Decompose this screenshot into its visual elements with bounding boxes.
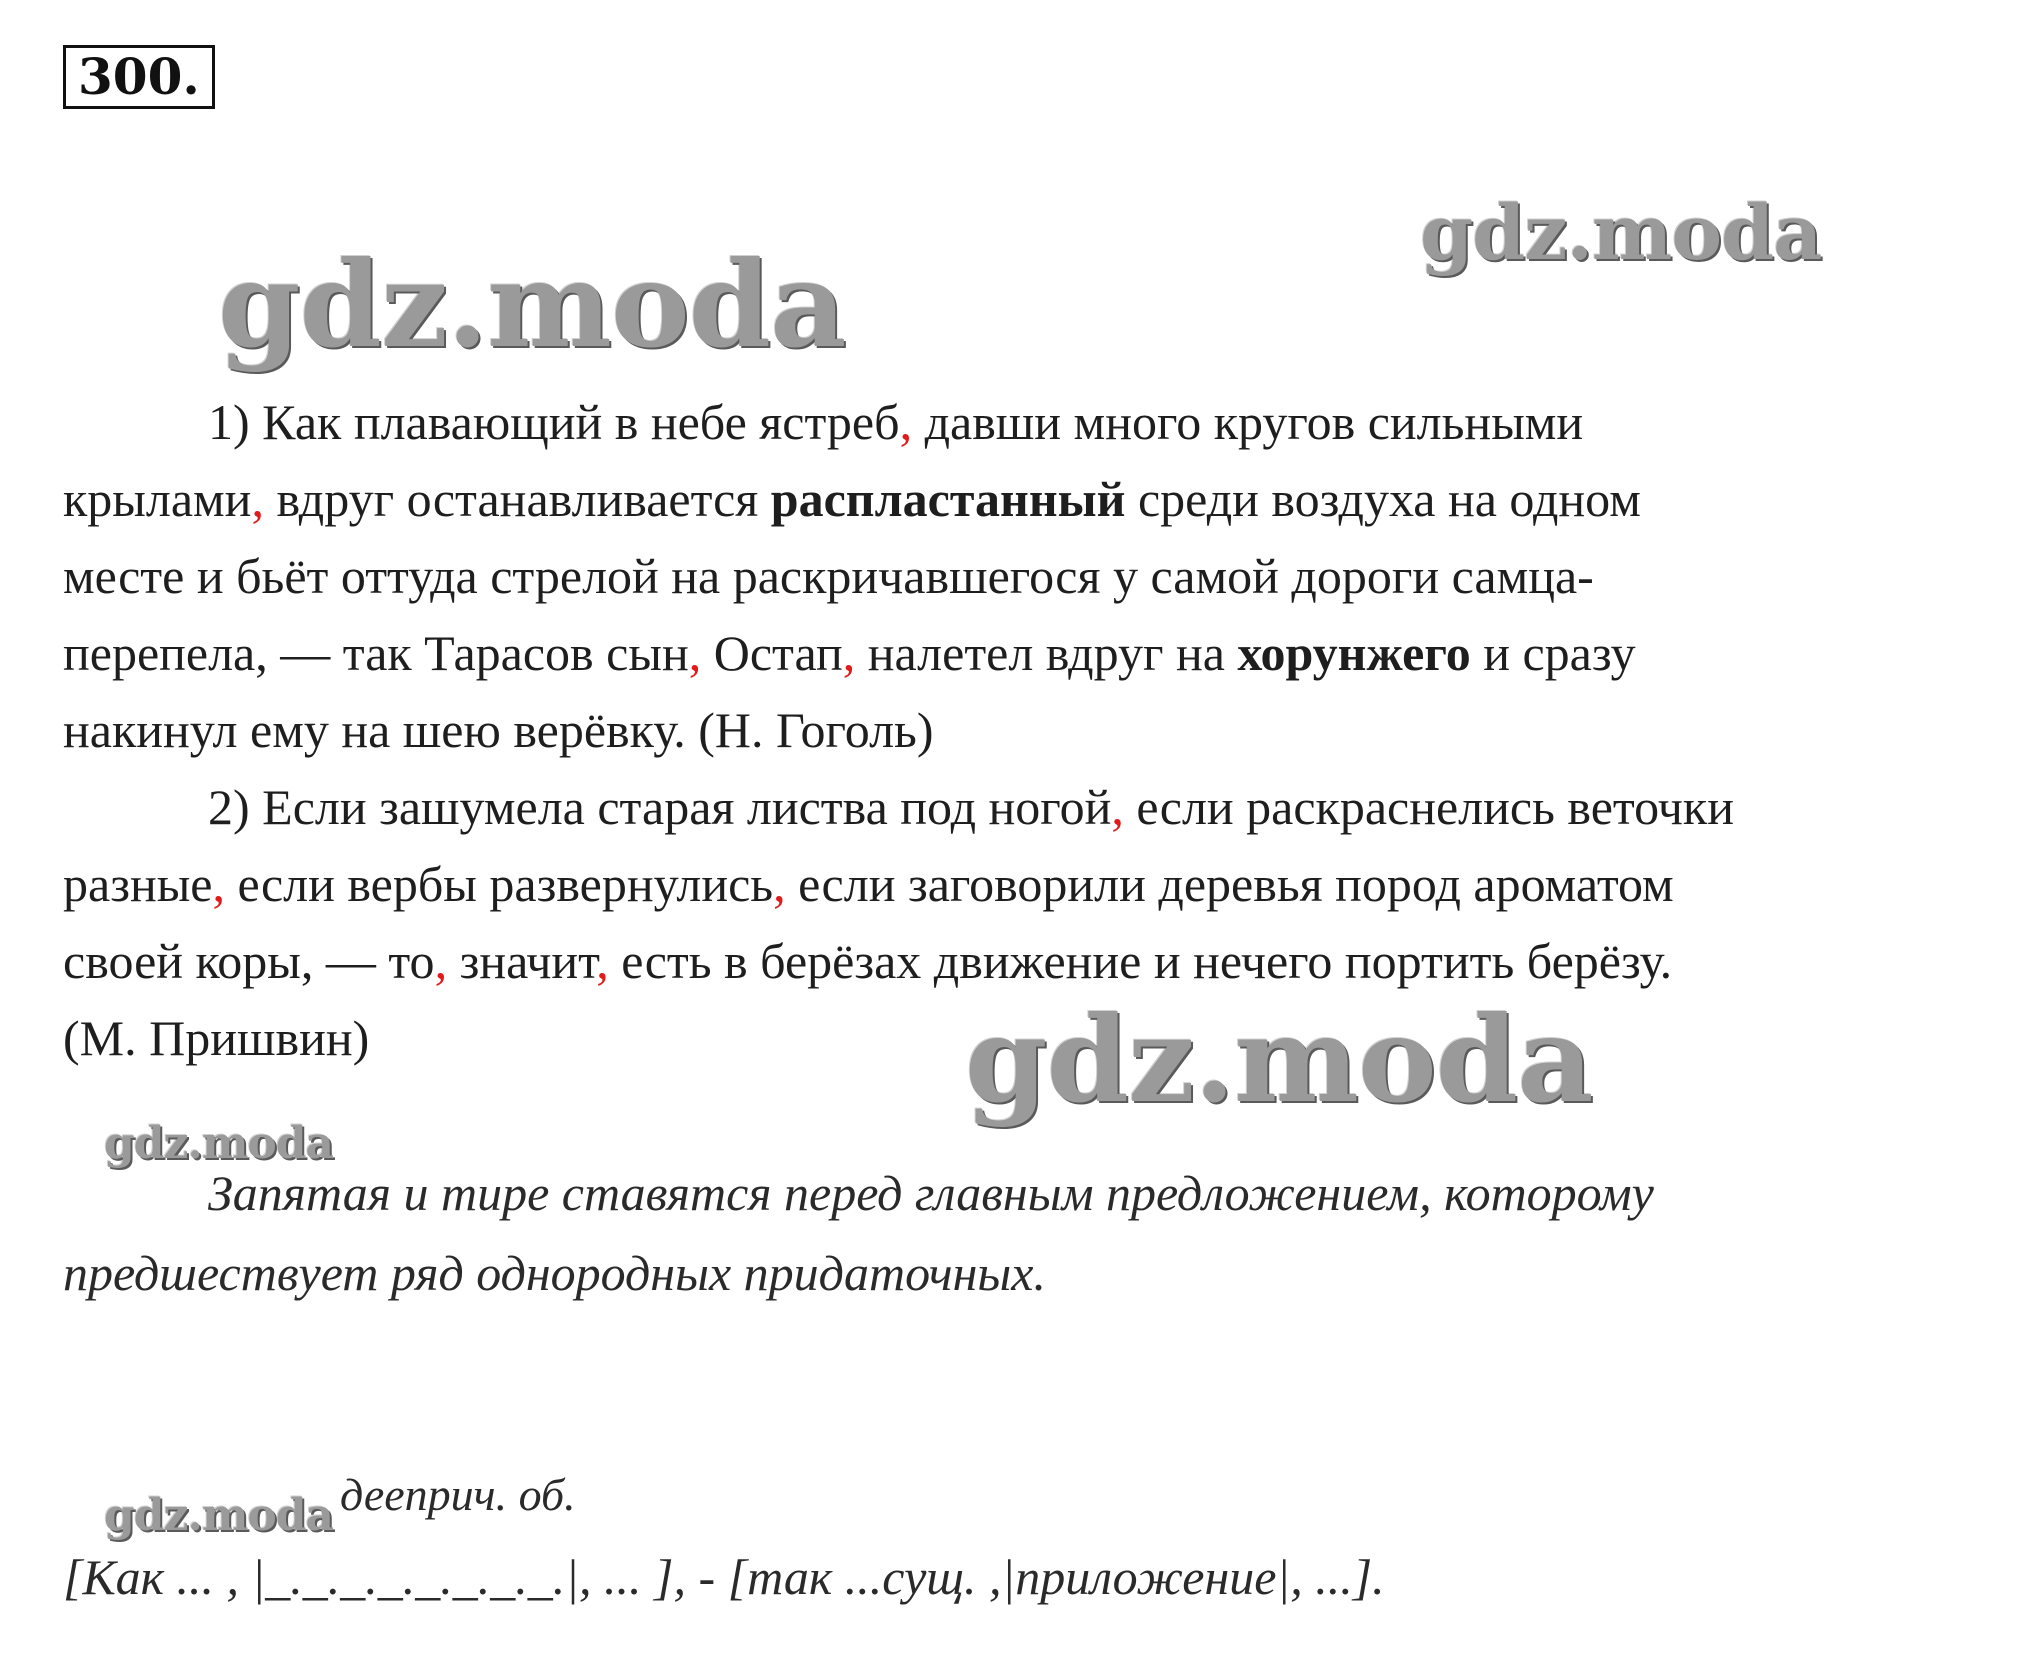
sentence1-line2 [63,469,1641,529]
watermark-top-right: gdz.moda [1420,188,1822,277]
red-comma: , [842,625,856,681]
text-segment: если раскраснелись веточки [1123,779,1734,835]
exercise-number: 300. [63,45,215,109]
sentence1-line4 [63,623,1636,683]
watermark-large-middle: gdz.moda [965,990,1593,1129]
text-segment: крылами [63,471,252,527]
text-segment: значит [447,933,597,989]
bold-word: распластанный [770,471,1126,527]
text-segment: (М. Пришвин) [63,1010,370,1066]
red-comma: , [773,856,786,912]
scheme-formula: [Как ... , |_._._._._._._._.|, ... ], - [так ...сущ. ,|приложение|, ...]. [63,1549,1385,1605]
text-segment: и сразу [1470,625,1636,681]
red-comma: , [688,625,702,681]
text-segment: разные [63,856,213,912]
text-segment: если заговорили деревья пород ароматом [785,856,1674,912]
scheme-label: дееприч. об. [340,1469,576,1520]
text-segment: налетел вдруг на [855,625,1238,681]
text-segment: Остап [701,625,843,681]
red-comma: , [596,933,609,989]
text-segment: давши много кругов сильными [912,394,1584,450]
text-segment: если вербы развернулись [225,856,774,912]
sentence1-line3 [63,546,1594,606]
sentence2-line2 [63,854,1674,914]
text-segment: месте и бьёт оттуда стрелой на раскричавшегося у самой дороги самца- [63,548,1594,604]
text-segment: накинул ему на шею верёвку. (Н. Гоголь) [63,702,934,758]
rule-line1: Запятая и тире ставятся перед главным предложением, которому [208,1165,1654,1221]
rule-line2: предшествует ряд однородных придаточных. [63,1245,1046,1301]
watermark-large-top-left: gdz.moda [218,235,846,374]
watermark-small-left: gdz.moda [104,1118,334,1169]
text-segment: перепела, — так Тарасов сын [63,625,689,681]
watermark-small-bottom: gdz.moda [104,1490,334,1541]
text-segment: вдруг останавливается [263,471,771,527]
sentence2-line4 [63,1008,369,1068]
bold-word: хорунжего [1237,625,1471,681]
red-comma: , [434,933,448,989]
red-comma: , [251,471,264,527]
text-segment: 1) Как плавающий в небе ястреб [208,394,900,450]
text-segment: 2) Если зашумела старая листва под ногой [208,779,1112,835]
red-comma: , [899,394,913,450]
red-comma: , [212,856,225,912]
sentence1-line5 [63,700,934,760]
text-segment: среди воздуха на одном [1125,471,1641,527]
text-segment: есть в берёзах движение и нечего портить берёзу. [608,933,1673,989]
text-segment: своей коры, — то [63,933,435,989]
sentence2-line1 [208,777,1734,837]
sentence1-line1 [208,392,1583,452]
red-comma: , [1111,779,1124,835]
sentence2-line3 [63,931,1672,991]
